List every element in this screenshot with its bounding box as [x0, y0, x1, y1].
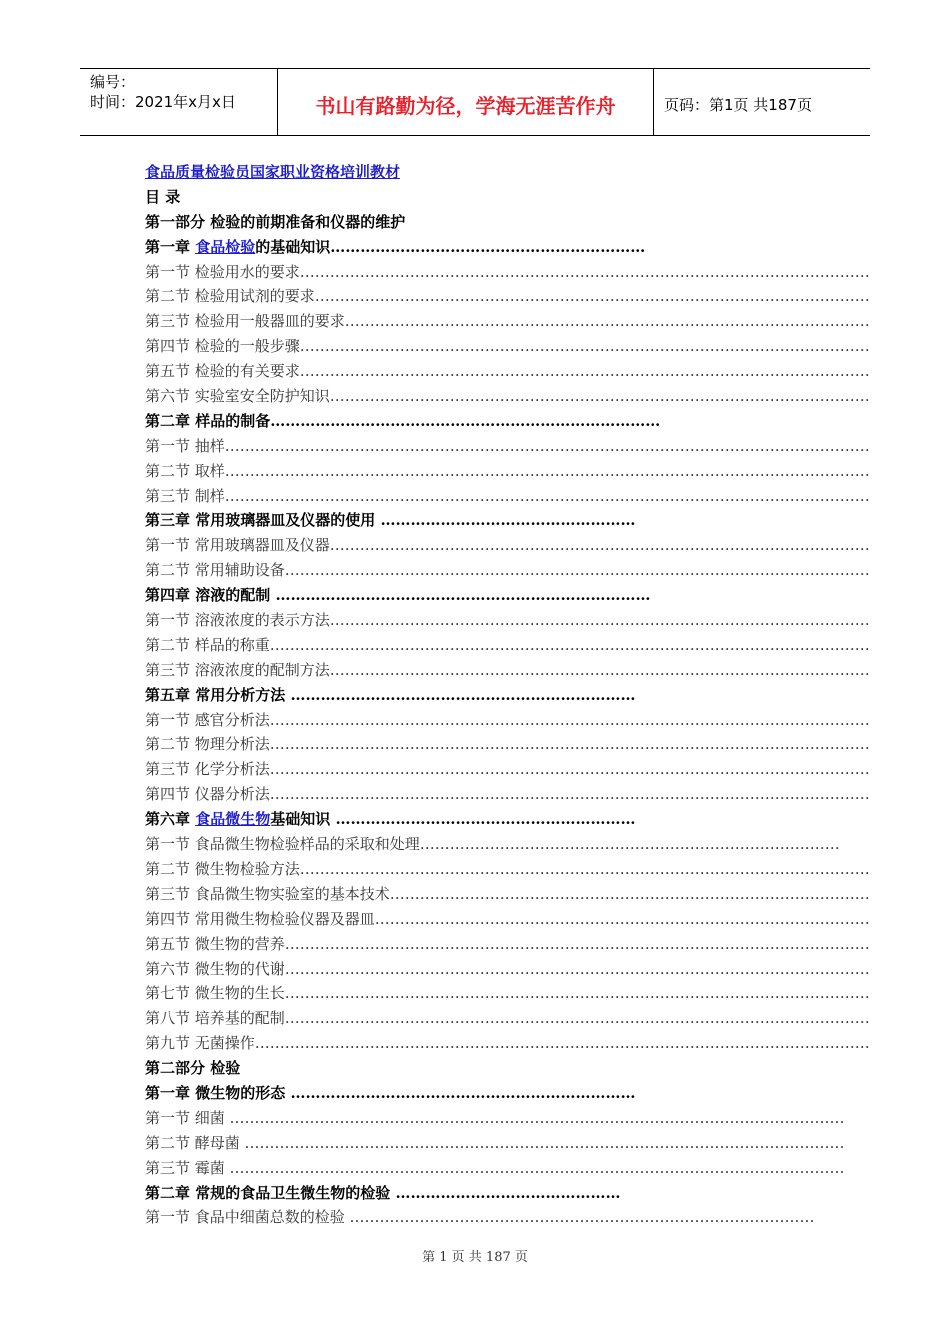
toc-section — [145, 857, 870, 882]
toc-section-label: 第六节 实验室安全防护知识……………………………………………………………………………………………… — [145, 387, 870, 406]
toc-section-label: 第二节 酵母菌 ………………………………………………………………………………………………………… — [145, 1133, 845, 1152]
toc-part-label: 第一部分 检验的前期准备和仪器的维护 — [145, 212, 406, 231]
toc-section — [145, 558, 870, 583]
toc-chapter — [145, 1081, 785, 1106]
toc-chapter-label: 第六章 — [145, 810, 196, 829]
toc-chapter — [145, 235, 785, 260]
toc-section — [145, 981, 870, 1006]
toc-section — [145, 260, 870, 285]
toc-section-label: 第三节 食品微生物实验室的基本技术…………………………………………………………………………………… — [145, 884, 870, 903]
table-of-contents — [145, 160, 870, 1230]
toc-chapter — [145, 508, 785, 533]
toc-section-label: 第二节 物理分析法………………………………………………………………………………………………………… — [145, 735, 870, 754]
toc-section-label: 第三节 制样………………………………………………………………………………………………………………… — [145, 486, 870, 505]
toc-section — [145, 732, 870, 757]
toc-chapter-label: 第二章 样品的制备…………………………………………………………………… — [145, 411, 661, 430]
toc-section-label: 第四节 常用微生物检验仪器及器皿……………………………………………………………………………………… — [145, 909, 870, 928]
toc-section — [145, 384, 870, 409]
toc-section — [145, 484, 870, 509]
toc-section — [145, 932, 870, 957]
toc-section-label: 第二节 检验用试剂的要求………………………………………………………………………………………………… — [145, 287, 870, 306]
toc-section-label: 第一节 食品微生物检验样品的采取和处理………………………………………………………………………… — [145, 835, 840, 854]
toc-section — [145, 459, 870, 484]
page-footer — [0, 1246, 950, 1265]
toc-section — [145, 1006, 870, 1031]
toc-section — [145, 757, 870, 782]
toc-section-label: 第二节 样品的称重………………………………………………………………………………………………………… — [145, 635, 870, 654]
toc-chapter — [145, 683, 785, 708]
toc-section — [145, 658, 870, 683]
toc-section — [145, 359, 870, 384]
document-title-link[interactable]: 食品质量检验员国家职业资格培训教材 — [145, 163, 401, 181]
toc-section-label: 第一节 检验用水的要求…………………………………………………………………………………………………… — [145, 262, 870, 281]
footer-page-number: 第 1 页 共 187 页 — [422, 1250, 528, 1265]
toc-chapter-label: 第四章 溶液的配制 ………………………………………………………………… — [145, 586, 651, 605]
toc-section — [145, 1205, 815, 1230]
document-number-label: 编号： — [90, 73, 136, 91]
toc-section-label: 第三节 化学分析法………………………………………………………………………………………………………… — [145, 760, 870, 779]
toc-part — [145, 1056, 785, 1081]
toc-section — [145, 882, 870, 907]
toc-section — [145, 782, 870, 807]
toc-chapter-link[interactable]: 食品微生物 — [195, 810, 271, 829]
toc-chapter-label: 第三章 常用玻璃器皿及仪器的使用 …………………………………………… — [145, 511, 636, 530]
toc-chapter-suffix: 的基础知识……………………………………………………… — [255, 237, 646, 256]
toc-section-label: 第二节 微生物检验方法…………………………………………………………………………………………………… — [145, 859, 870, 878]
toc-list — [145, 210, 870, 1231]
toc-section-label: 第二节 取样………………………………………………………………………………………………………………… — [145, 461, 870, 480]
toc-chapter-label: 第二章 常规的食品卫生微生物的检验 ……………………………………… — [145, 1183, 621, 1202]
toc-section — [145, 708, 870, 733]
toc-chapter — [145, 1181, 785, 1206]
header-meta — [80, 69, 278, 135]
toc-chapter-label: 第五章 常用分析方法 …………………………………………………………… — [145, 685, 636, 704]
toc-section — [145, 832, 840, 857]
toc-section-label: 第三节 溶液浓度的配制方法……………………………………………………………………………………………… — [145, 660, 870, 679]
toc-chapter — [145, 807, 785, 832]
toc-section-label: 第二节 常用辅助设备……………………………………………………………………………………………………… — [145, 561, 870, 580]
toc-chapter-label: 第一章 微生物的形态 …………………………………………………………… — [145, 1083, 636, 1102]
toc-section-label: 第八节 培养基的配制……………………………………………………………………………………………………… — [145, 1009, 870, 1028]
toc-section-label: 第三节 霉菌 …………………………………………………………………………………………………………… — [145, 1158, 845, 1177]
toc-section-label: 第四节 检验的一般步骤…………………………………………………………………………………………………… — [145, 337, 870, 356]
header-page-info: 页码：第1页 共187页 — [664, 95, 812, 114]
toc-chapter — [145, 583, 785, 608]
header-motto: 书山有路勤为径，学海无涯苦作舟 — [278, 69, 654, 135]
toc-section-label: 第九节 无菌操作…………………………………………………………………………………………………………… — [145, 1034, 870, 1053]
toc-part-label: 第二部分 检验 — [145, 1059, 241, 1078]
toc-section-label: 第四节 仪器分析法………………………………………………………………………………………………………… — [145, 785, 870, 804]
toc-section — [145, 608, 870, 633]
toc-section — [145, 1131, 845, 1156]
document-date: 时间：2021年x月x日 — [90, 93, 236, 111]
toc-heading: 目 录 — [145, 187, 181, 206]
toc-chapter-suffix: 基础知识 …………………………………………………… — [270, 810, 636, 829]
toc-section — [145, 1156, 845, 1181]
toc-section — [145, 334, 870, 359]
toc-section-label: 第七节 微生物的生长……………………………………………………………………………………………………… — [145, 984, 870, 1003]
toc-section-label: 第五节 检验的有关要求…………………………………………………………………………………………………… — [145, 362, 870, 381]
toc-section-label: 第一节 溶液浓度的表示方法……………………………………………………………………………………………… — [145, 611, 870, 630]
toc-section — [145, 533, 870, 558]
toc-section-label: 第一节 细菌 …………………………………………………………………………………………………………… — [145, 1108, 845, 1127]
toc-section — [145, 284, 870, 309]
toc-section-label: 第一节 感官分析法………………………………………………………………………………………………………… — [145, 710, 870, 729]
toc-section — [145, 907, 870, 932]
toc-section — [145, 1031, 870, 1056]
toc-section-label: 第五节 微生物的营养……………………………………………………………………………………………………… — [145, 934, 870, 953]
toc-section — [145, 434, 870, 459]
toc-section — [145, 633, 870, 658]
toc-part — [145, 210, 785, 235]
toc-section-label: 第三节 检验用一般器皿的要求…………………………………………………………………………………………… — [145, 312, 870, 331]
toc-section — [145, 309, 870, 334]
toc-chapter-link[interactable]: 食品检验 — [195, 237, 256, 256]
toc-section-label: 第一节 常用玻璃器皿及仪器……………………………………………………………………………………………… — [145, 536, 870, 555]
toc-chapter-label: 第一章 — [145, 237, 196, 256]
toc-section-label: 第六节 微生物的代谢……………………………………………………………………………………………………… — [145, 959, 870, 978]
toc-section-label: 第一节 抽样………………………………………………………………………………………………………………… — [145, 436, 870, 455]
toc-chapter — [145, 409, 785, 434]
toc-section-label: 第一节 食品中细菌总数的检验 ………………………………………………………………………………… — [145, 1208, 815, 1227]
toc-section — [145, 957, 870, 982]
page-header — [80, 68, 870, 136]
toc-section — [145, 1106, 845, 1131]
